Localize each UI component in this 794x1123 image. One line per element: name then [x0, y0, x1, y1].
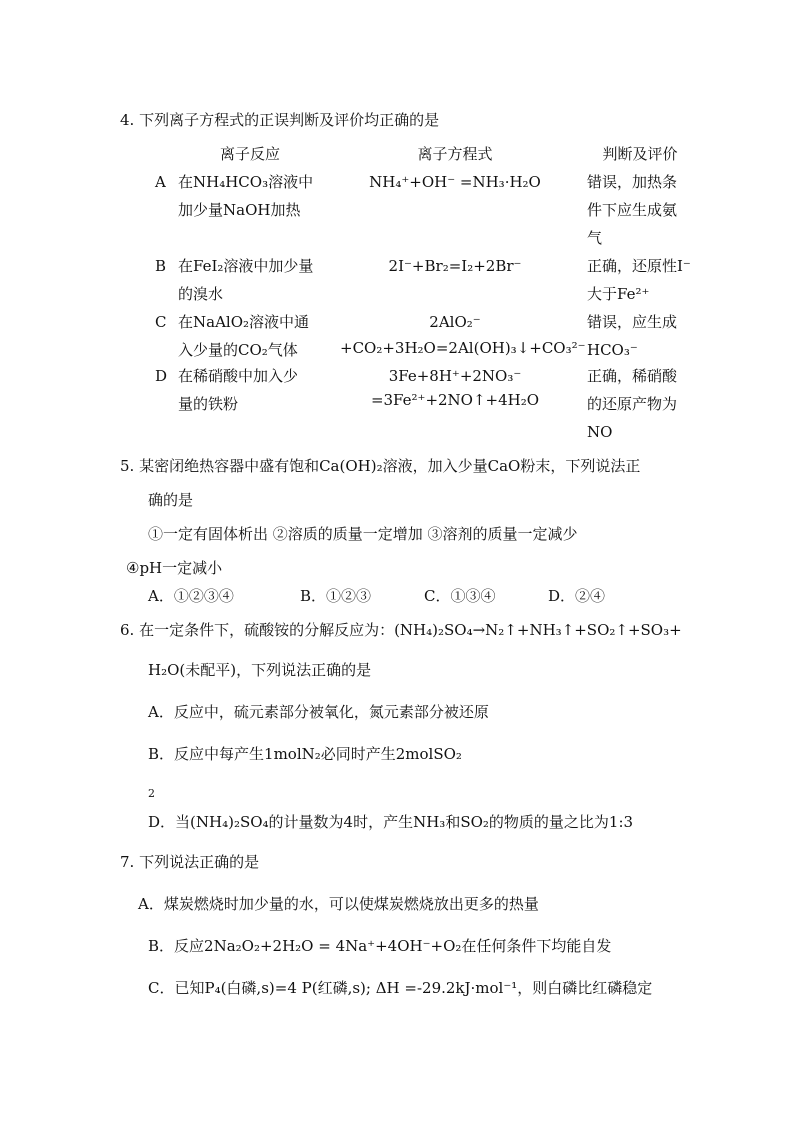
- row-b-reaction-1: 在FeI₂溶液中加少量: [178, 257, 314, 275]
- row-c-equation-1: 2AlO₂⁻: [429, 313, 481, 331]
- row-b-reaction-2: 的溴水: [178, 285, 224, 303]
- q6-option-d: D．当(NH₄)₂SO₄的计量数为4时，产生NH₃和SO₂的物质的量之比为1:3: [148, 813, 634, 831]
- row-b-judgment-2: 大于Fe²⁺: [587, 285, 650, 303]
- header-reaction: 离子反应: [219, 145, 280, 163]
- row-b-equation: 2I⁻+Br₂=I₂+2Br⁻: [388, 257, 522, 275]
- q6-stray-digit: 2: [148, 787, 155, 800]
- row-a-judgment-1: 错误，加热条: [587, 173, 678, 191]
- row-c-reaction-1: 在NaAlO₂溶液中通: [178, 313, 310, 331]
- q6-line-1: 6. 在一定条件下，硫酸铵的分解反应为：(NH₄)₂SO₄→N₂↑+NH₃↑+SO₂↑+SO₃+: [120, 621, 682, 639]
- row-a-reaction-2: 加少量NaOH加热: [178, 201, 301, 219]
- q5-option-a: A．①②③④: [148, 587, 234, 605]
- row-a-reaction-1: 在NH₄HCO₃溶液中: [178, 173, 314, 191]
- row-c-judgment-2: HCO₃⁻: [587, 341, 638, 359]
- q5-line-1: 5. 某密闭绝热容器中盛有饱和Ca(OH)₂溶液，加入少量CaO粉末，下列说法正: [120, 457, 641, 475]
- row-d-judgment-3: NO: [587, 423, 613, 441]
- q7-option-b: B．反应2Na₂O₂+2H₂O = 4Na⁺+4OH⁻+O₂在任何条件下均能自发: [148, 937, 612, 955]
- q7-option-a: A．煤炭燃烧时加少量的水，可以使煤炭燃烧放出更多的热量: [138, 895, 539, 913]
- row-a-equation: NH₄⁺+OH⁻ =NH₃·H₂O: [369, 173, 541, 191]
- q6-line-2: H₂O(未配平)，下列说法正确的是: [148, 661, 372, 679]
- header-judgment: 判断及评价: [602, 145, 678, 163]
- row-d-judgment-2: 的还原产物为: [587, 395, 678, 413]
- q5-option-b: B．①②③: [300, 587, 372, 605]
- row-c-reaction-2: 入少量的CO₂气体: [178, 341, 298, 359]
- row-a-judgment-3: 气: [587, 229, 603, 247]
- row-d-reaction-1: 在稀硝酸中加入少: [178, 367, 299, 385]
- q7-option-c: C．已知P₄(白磷,s)=4 P(红磷,s); ΔH =-29.2kJ·mol⁻¹，则白磷比红磷稳定: [148, 979, 653, 997]
- row-d-reaction-2: 量的铁粉: [178, 395, 239, 413]
- row-d-equation-2: =3Fe²⁺+2NO↑+4H₂O: [370, 391, 540, 409]
- q5-line-2: 确的是: [148, 491, 194, 509]
- q6-option-a: A．反应中，硫元素部分被氧化，氮元素部分被还原: [148, 703, 489, 721]
- q5-statements-1: ①一定有固体析出 ②溶质的质量一定增加 ③溶剂的质量一定减少: [148, 525, 578, 543]
- q4-title: 4. 下列离子方程式的正误判断及评价均正确的是: [120, 111, 440, 129]
- q5-option-d: D．②④: [548, 587, 606, 605]
- row-b-judgment-1: 正确，还原性I⁻: [587, 257, 691, 275]
- q6-option-b: B．反应中每产生1molN₂必同时产生2molSO₂: [148, 745, 462, 763]
- row-c-letter: C: [155, 313, 167, 331]
- q5-statements-2: ④pH一定减小: [126, 559, 223, 577]
- row-a-judgment-2: 件下应生成氨: [587, 201, 678, 219]
- row-d-judgment-1: 正确，稀硝酸: [587, 367, 678, 385]
- row-d-equation-1: 3Fe+8H⁺+2NO₃⁻: [388, 367, 522, 385]
- row-a-letter: A: [155, 173, 166, 191]
- q7-title: 7. 下列说法正确的是: [120, 853, 260, 871]
- row-c-judgment-1: 错误，应生成: [587, 313, 678, 331]
- header-equation: 离子方程式: [417, 145, 493, 163]
- row-b-letter: B: [155, 257, 167, 275]
- q5-option-c: C．①③④: [424, 587, 496, 605]
- row-c-equation-2: +CO₂+3H₂O=2Al(OH)₃↓+CO₃²⁻: [340, 339, 586, 357]
- row-d-letter: D: [155, 367, 168, 385]
